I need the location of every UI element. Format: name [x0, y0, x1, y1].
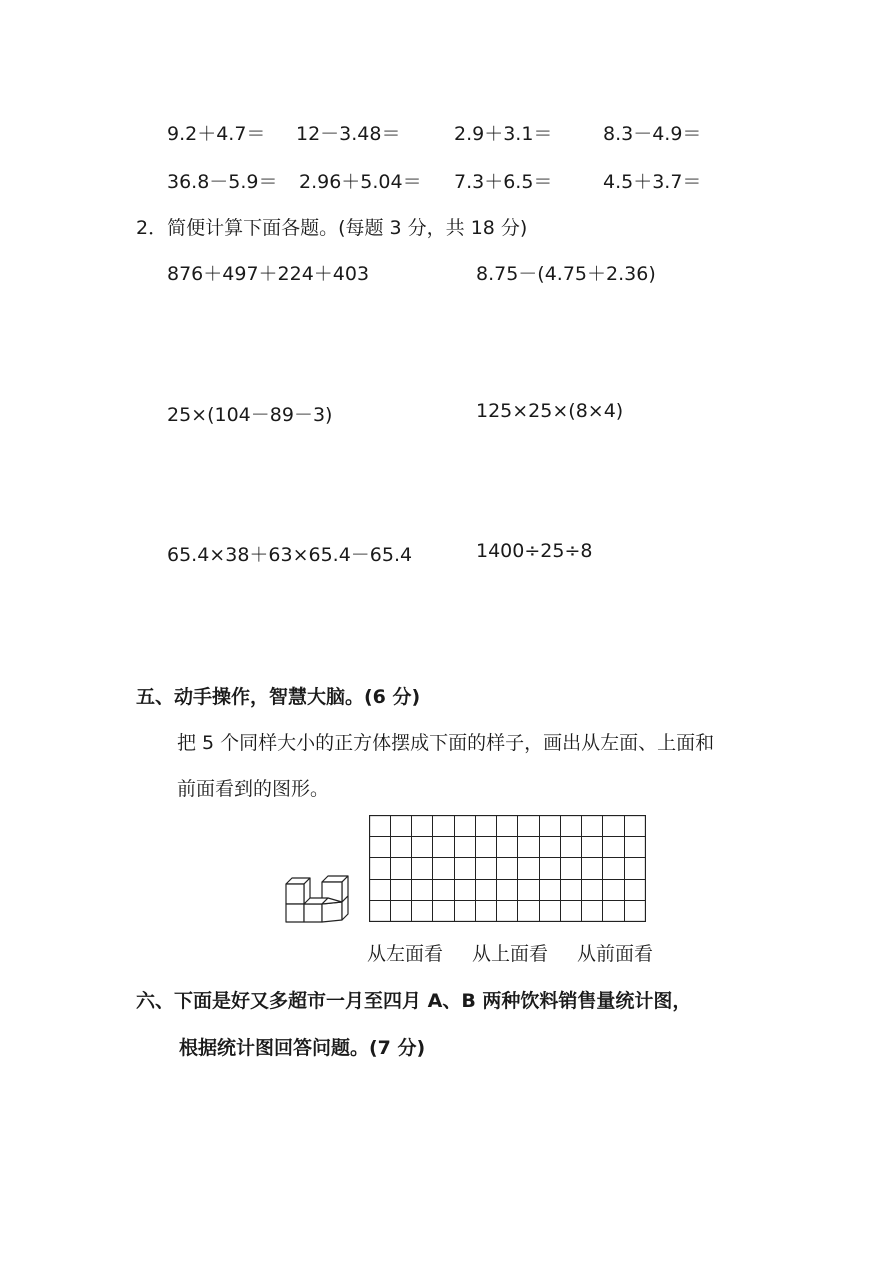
problem-6: 1400÷25÷8 [476, 540, 593, 562]
calc-item: 12－3.48＝ [296, 123, 401, 145]
section-5-instruction-line-1: 把 5 个同样大小的正方体摆成下面的样子，画出从左面、上面和 [177, 732, 715, 754]
calc-item: 9.2＋4.7＝ [167, 123, 266, 145]
problem-3: 25×(104－89－3) [167, 404, 333, 426]
problem-1: 876＋497＋224＋403 [167, 263, 370, 285]
section-5-heading: 五、动手操作，智慧大脑。(6 分) [136, 686, 421, 708]
calc-item: 7.3＋6.5＝ [454, 171, 553, 193]
calc-item: 4.5＋3.7＝ [603, 171, 702, 193]
problem-2: 8.75－(4.75＋2.36) [476, 263, 656, 285]
drawing-grid [369, 815, 646, 922]
view-label-front: 从前面看 [577, 943, 654, 965]
view-label-top: 从上面看 [472, 943, 549, 965]
cube-stack-figure [278, 870, 352, 926]
section-5-instruction-line-2: 前面看到的图形。 [177, 778, 330, 800]
problem-5: 65.4×38＋63×65.4－65.4 [167, 544, 413, 566]
view-label-left: 从左面看 [367, 943, 444, 965]
calc-item: 36.8－5.9＝ [167, 171, 278, 193]
question-2-title: 2．简便计算下面各题。(每题 3 分，共 18 分) [136, 217, 528, 239]
problem-4: 125×25×(8×4) [476, 400, 624, 422]
section-6-heading-line-2: 根据统计图回答问题。(7 分) [179, 1037, 426, 1059]
calc-item: 2.9＋3.1＝ [454, 123, 553, 145]
section-6-heading-line-1: 六、下面是好又多超市一月至四月 A、B 两种饮料销售量统计图， [136, 990, 692, 1012]
calc-item: 2.96＋5.04＝ [299, 171, 422, 193]
calc-item: 8.3－4.9＝ [603, 123, 702, 145]
